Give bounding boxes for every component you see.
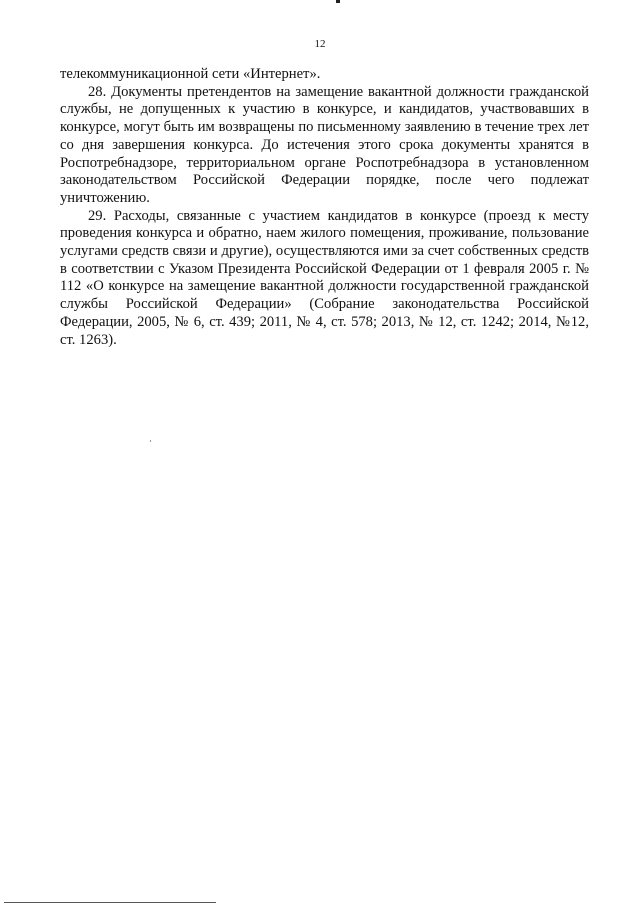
paragraph-item-28: 28. Документы претендентов на замещение вакантной должности гражданской службы, не допущенных к участию в конкурсе, и кандидатов, участвовавших в конкурсе, могут быть им возвращены по письменному заявлению в течение трех лет со дня завершения конкурса. До истечения этого срока документы хранятся в Роспотребнадзоре, территориальном органе Роспотребнадзора в установленном законодательством Российской Федерации порядке, после чего подлежат уничтожению. (60, 83, 589, 206)
page-number: 12 (314, 38, 326, 50)
document-body (60, 66, 589, 349)
scan-artifact-top (336, 0, 340, 3)
paragraph-item-29: 29. Расходы, связанные с участием кандидатов в конкурсе (проезд к месту проведения конкурса и обратно, наем жилого помещения, проживание, пользование услугами средств связи и другие), осуществляются ими за счет собственных средств в соответствии с Указом Президента Российской Федерации от 1 февраля 2005 г. № 112 «О конкурсе на замещение вакантной должности государственной гражданской службы Российской Федерации» (Собрание законодательства Российской Федерации, 2005, № 6, ст. 439; 2011, № 4, ст. 578; 2013, № 12, ст. 1242; 2014, №12, ст. 1263). (60, 207, 589, 348)
scan-artifact-dot (150, 440, 151, 442)
paragraph-continuation: телекоммуникационной сети «Интернет». (60, 66, 321, 82)
footer-rule (4, 902, 216, 903)
